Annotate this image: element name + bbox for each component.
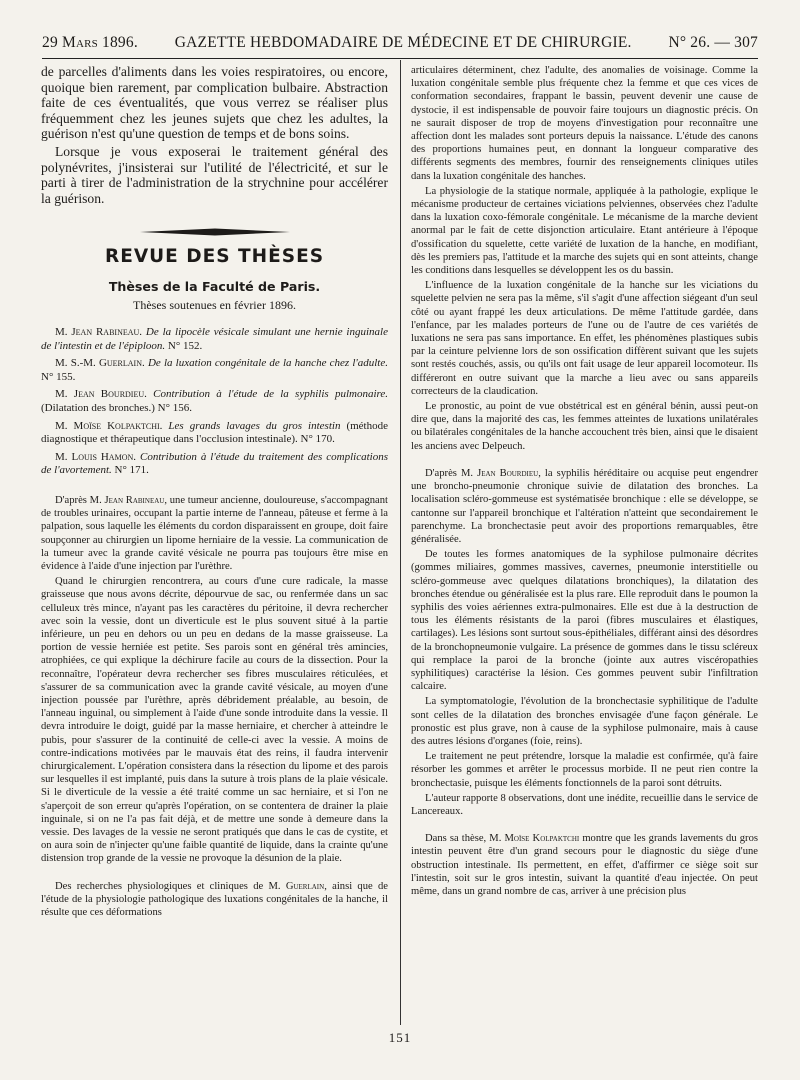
paragraph: Lorsque je vous exposerai le traitement général des polynévrites, j'insisterai sur l'utilité de l'électricité, et sur le parti à tirer de l'administration de la strychnine pour accélérer la guérison. (41, 143, 388, 206)
header-issue-page: N° 26. — 307 (668, 34, 758, 51)
paragraph: Des recherches physiologiques et cliniques de M. Guerlain, ainsi que de l'étude de la physiologie pathologique des luxations congénitales de la hanche, il résulte que ces déformations (41, 880, 388, 918)
subsection-title: Thèses de la Faculté de Paris. (108, 278, 321, 294)
paragraph: L'auteur rapporte 8 observations, dont une inédite, recueillie dans le service de Lancereaux. (411, 792, 758, 817)
lecture-ending (41, 64, 388, 206)
paragraph: D'après M. Jean Rabineau, une tumeur ancienne, douloureuse, s'accompagnant de troubles urinaires, occupant la partie interne de l'anneau, pâteuse et ferme à la palpation, sous laquelle les éléments du cordon disparaissent en groupe, doit faire soupçonner au chirurgien un lipome herniaire de la vessie. La communication de la tumeur avec la grande cavité vésicale ne pourra pas toujours être mise en évidence à l'aide d'une injection par l'urèthre. (41, 494, 388, 572)
thesis-entry: M. Jean Bourdieu. Contribution à l'étude de la syphilis pulmonaire. (Dilatation des bronches.) N° 156. (41, 388, 389, 414)
paragraph: De toutes les formes anatomiques de la syphilose pulmonaire décrites (gommes miliaires, gommes massives, cavernes, pneumonie interstitielle ou scléro-gommeuse avec quelques dilatations bronchiques), la dilatation des bronches étendue ou généralisée est la plus rare. Elle reproduit dans le poumon la syphilis des voies aériennes extra-pulmonaires. Elle est due à la destruction de tous les éléments résistants de la paroi (fibres musculaires et élastiques, cartilages). Les lésions sont surtout sous-épithéliales, différant ainsi des désordres de la bronchopneumonie vulgaire. La présence de gommes dans le tissu scléreux qui remplace la paroi de la bronche (jointe aux autres viscéropathies syphilitiques) caractérise la lésion. Ces gommes peuvent subir l'infiltration calcaire. (411, 549, 758, 693)
paragraph: La symptomatologie, l'évolution de la bronchectasie syphilitique de l'adulte sont celles de la dilatation des bronches envisagée d'une façon générale. Le pronostic est plus grave, non à cause de la syphilose pulmonaire, mais à cause des autres lésions d'organes (foie, reins). (411, 696, 758, 747)
paragraph: Quand le chirurgien rencontrera, au cours d'une cure radicale, la masse graisseuse que nous avons décrite, dépourvue de sac, ou renfermée dans un sac celluleux très mince, n'ayant pas les caractères du péritoine, il devra rechercher avec soin la vessie, dont un diverticule est le plus souvent situé à la partie inférieure, un peu en dehors ou un peu en dedans de la masse graisseuse. La portion de vessie herniée est petite. Ses parois sont en général très amincies, atrophiées, ce qui explique la déchirure facile au cours de la dissection. Pour la reconnaître, l'opérateur devra rechercher ses fibres musculaires réticulées, et s'assurer de sa communication avec la grande cavité vésicale, au moyen d'une injection poussée par l'urèthre, après débridement préalable, au besoin, de l'anneau inguinal, ou simplement à l'aide d'une sonde introduite dans la vessie. Il devra introduire le doigt, guidé par la masse herniaire, et chercher à atteindre le pubis, pour s'assurer de la continuité de celle-ci avec la vessie. A moins de contre-indications motivées par le mauvais état des reins, il faudra intervenir chirurgicalement. L'opération consistera dans la résection du lipome et des parois sur lesquelles il est implanté, puis dans la suture à trois plans de la plaie vésicale. Si le diverticule de la vessie a été traité comme un sac herniaire, et si l'on ne s'aperçoit de son erreur qu'après l'opération, on se contentera de drainer la plaie inguinale, si on ne l'a pas fait déjà, et de mettre une sonde à demeure dans la vessie. Des lavages de la vessie ne seront pratiqués que dans le cas de cystite, et on aura soin de n'injecter qu'une faible quantité de liquide, dans la crainte qu'une distension trop grande de la vessie ne provoque la désunion de la plaie. (41, 576, 388, 865)
paragraph: D'après M. Jean Bourdieu, la syphilis héréditaire ou acquise peut engendrer une broncho-pneumonie chronique suivie de dilatation des bronches. La localisation scléro-gommeuse est systématisée bronchique : elle se développe, se cantonne sur l'appareil bronchique et l'altération n'atteint que secondairement le parenchyme. La bronchectasie peut avoir des proportions remarquables, être généralisée. (411, 467, 758, 545)
page-folio: 151 (388, 1030, 412, 1045)
subsection-subtitle: Thèses soutenues en février 1896. (133, 297, 296, 312)
paragraph: La physiologie de la statique normale, appliquée à la pathologie, explique le mécanisme producteur de certaines viciations pelviennes, observées chez l'adulte dans la luxation coxo-fémorale congénitale. Le mécanisme de la marche devient anormal par le fait de cette disjonction articulaire. Etant antérieure à l'époque d'ossification du squelette, cette variété de luxation de la hanche, en modifiant, dès les premiers pas, l'attitude et la marche des sujets qui en sont atteints, change les conditions dans lesquelles se développent les os du bassin. (411, 185, 758, 277)
left-column (41, 64, 388, 921)
paragraph: Le traitement ne peut prétendre, lorsque la maladie est confirmée, qu'à faire résorber les gommes et arrêter le processus morbide. Il ne peut rien contre la bronchectasie, puisque les éléments fonctionnels de la paroi sont détruits. (411, 751, 758, 789)
column-divider (400, 60, 401, 1025)
theses-list (41, 326, 388, 478)
thesis-entry: M. S.-M. Guerlain. De la luxation congénitale de la hanche chez l'adulte. N° 155. (41, 357, 388, 383)
paragraph: L'influence de la luxation congénitale de la hanche sur les viciations du squelette pelvien ne sera pas la même, s'il s'agit d'une affection siégeant d'un seul côté ou ayant frappé les deux articulations. De même l'attitude gardée, dans l'enfance, par les malades porteurs de l'une ou de l'autre de ces variétés de luxations ne sera pas sans importance. En effet, les phénomènes plastiques subis par la ceinture pelvienne lors de son ossification diffèrent suivant que les sujets sont restés couchés, assis, ou qu'ils ont fait usage de leur appareil locomoteur. Ils différeront en outre suivant que la marche a lieu avec ou sans appareils correcteurs de la claudication. (411, 280, 758, 397)
header-date: 29 Mars 1896. (42, 34, 138, 51)
section-ornament-rule (41, 228, 388, 236)
thesis-entry: M. Jean Rabineau. De la lipocèle vésicale simulant une hernie inguinale de l'intestin et de l'épiploon. N° 152. (41, 325, 388, 352)
running-header (42, 34, 758, 56)
paragraph: de parcelles d'aliments dans les voies respiratoires, ou encore, quoique bien rarement, par complication bulbaire. Abstraction faite de ces éventualités, que vous verrez se réaliser plus fréquemment chez les jeunes sujets que chez les adultes, la guérison n'est qu'une question de temps et de bons soins. (41, 64, 388, 142)
paragraph: articulaires déterminent, chez l'adulte, des anomalies de voisinage. Comme la luxation congénitale semble plus fréquente chez la femme et que ces vices de conformation secondaires, frappant le bassin, peuvent devenir une cause de dystocie, il est indispensable de pouvoir faire toujours un diagnostic précis. On ne saurait disposer de trop de moyens d'investigation pour reconnaître une affection dont les malades sont porteurs depuis la naissance. L'étude des canons des proportions humaines peut, en donnant la longueur comparative des différents segments des membres, fournir des renseignements cliniques utiles dans la luxation congénitale des hanches. (411, 65, 758, 182)
header-journal-title: GAZETTE HEBDOMADAIRE DE MÉDECINE ET DE CHIRURGIE. (174, 34, 632, 51)
header-rule (42, 58, 758, 59)
thesis-entry: M. Moïse Kolpaktchi. Les grands lavages du gros intestin (méthode diagnostique et thérapeutique dans l'occlusion intestinale). N° 170. (41, 419, 389, 446)
right-column (411, 64, 758, 900)
thesis-entry: M. Louis Hamon. Contribution à l'étude du traitement des complications de l'avortement. N° 171. (41, 450, 389, 477)
paragraph: Le pronostic, au point de vue obstétrical est en général bénin, aussi peut-on dire que, dans la majorité des cas, les femmes atteintes de luxations unilatérales ou bilatérales congénitales de la hanche accouchent très bien, ainsi que le disaient les anciens avec Delpeuch. (411, 401, 758, 452)
section-title: REVUE DES THÈSES (104, 246, 325, 268)
paragraph: Dans sa thèse, M. Moïse Kolpaktchi montre que les grands lavements du gros intestin peuvent être d'un grand secours pour le diagnostic du siège d'une obstruction intestinale. Ils permettent, en effet, d'affirmer ce siège soit sur l'intestin, soit sur le gros intestin, suivant la quantité d'eau injectée. On peut même, dans un grand nombre de cas, arriver à une précision plus (411, 833, 758, 897)
